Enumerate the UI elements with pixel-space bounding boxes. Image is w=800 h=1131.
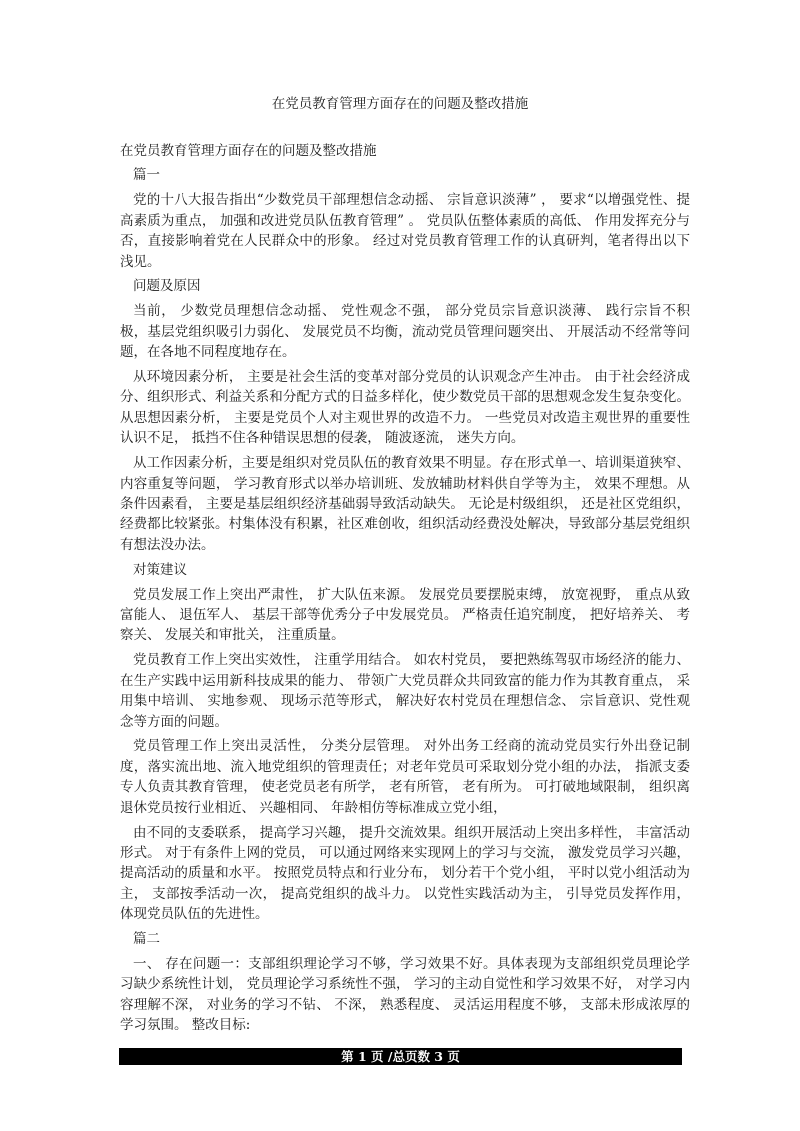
paragraph-intro: 党的十八大报告指出“少数党员干部理想信念动摇、 宗旨意识淡薄” ， 要求“以增强党性、提高素质为重点， 加强和改进党员队伍教育管理” 。 党员队伍整体素质的高低、 作用发挥充分与否，直接影响着党在人民群众中的形象。 经过对党员教育管理工作的认真研判，笔者得出以下浅见。 (120, 192, 690, 270)
page-footer: 第 1 页 /总页数 3 页 (119, 1048, 682, 1065)
paragraph-management: 党员管理工作上突出灵活性， 分类分层管理。 对外出务工经商的流动党员实行外出登记制度，落实流出地、流入地党组织的管理责任；对老年党员可采取划分党小组的办法， 指派支委专人负责其教育管理， 使老党员老有所学， 老有所管， 老有所为。 可打破地域限制， 组织离退休党员按行业相近、 兴趣相同、 年龄相仿等标准成立党小组， (120, 738, 690, 816)
paragraph-environment-factors: 从环境因素分析， 主要是社会生活的变革对部分党员的认识观念产生冲击。 由于社会经济成分、组织形式、利益关系和分配方式的日益多样化，使少数党员干部的思想观念发生复杂变化。从思想因素分析， 主要是党员个人对主观世界的改造不力。 一些党员对改造主观世界的重要性认识不足， 抵挡不住各种错误思想的侵袭， 随波逐流， 迷失方向。 (120, 369, 690, 447)
document-title: 在党员教育管理方面存在的问题及整改措施 (271, 96, 529, 112)
paragraph-problem-one: 一、 存在问题一：支部组织理论学习不够，学习效果不好。具体表现为支部组织党员理论学习缺少系统性计划， 党员理论学习系统性不强， 学习的主动自觉性和学习效果不好， 对学习内容理解不深， 对业务的学习不钻、 不深， 熟悉程度、 灵活运用程度不够， 支部未形成浓厚的学习氛围。 整改目标: (120, 956, 690, 1034)
document-body (120, 141, 690, 1040)
body-heading: 在党员教育管理方面存在的问题及整改措施 (120, 143, 377, 159)
paragraph-activities: 由不同的支委联系， 提高学习兴趣， 提升交流效果。组织开展活动上突出多样性， 丰富活动形式。 对于有条件上网的党员， 可以通过网络来实现网上的学习与交流， 激发党员学习兴趣，提高活动的质量和水平。 按照党员特点和行业分布， 划分若干个党小组， 平时以党小组活动为主， 支部按季活动一次， 提高党组织的战斗力。 以党性实践活动为主， 引导党员发挥作用，体现党员队伍的先进性。 (120, 824, 690, 923)
paragraph-development: 党员发展工作上突出严肃性， 扩大队伍来源。 发展党员要摆脱束缚， 放宽视野， 重点从致富能人、 退伍军人、 基层干部等优秀分子中发展党员。 严格责任追究制度， 把好培养关、 考察关、 发展关和审批关， 注重质量。 (120, 586, 690, 644)
paragraph-work-factors: 从工作因素分析，主要是组织对党员队伍的教育效果不明显。存在形式单一、培训渠道狭窄、内容重复等问题， 学习教育形式以举办培训班、发放辅助材料供自学等为主， 效果不理想。从条件因素看， 主要是基层组织经济基础弱导致活动缺失。 无论是村级组织， 还是社区党组织，经费都比较紧张。村集体没有积累，社区难创收，组织活动经费没处解决，导致部分基层党组织有想法没办法。 (120, 455, 690, 553)
section-label-part-one: 篇一 (133, 167, 160, 184)
section-label-part-two: 篇二 (133, 931, 160, 948)
paragraph-education: 党员教育工作上突出实效性， 注重学用结合。 如农村党员， 要把熟练驾驭市场经济的能力、在生产实践中运用新科技成果的能力、 带领广大党员群众共同致富的能力作为其教育重点， 采用集中培训、 实地参观、 现场示范等形式， 解决好农村党员在理想信念、 宗旨意识、党性观念等方面的问题。 (120, 652, 690, 730)
paragraph-current-problems: 当前， 少数党员理想信念动摇、 党性观念不强， 部分党员宗旨意识淡薄、 践行宗旨不积极，基层党组织吸引力弱化、 发展党员不均衡，流动党员管理问题突出、 开展活动不经常等问题，在各地不同程度地存在。 (120, 303, 690, 361)
section-heading-problems: 问题及原因 (133, 278, 201, 295)
section-heading-suggestions: 对策建议 (133, 561, 187, 578)
